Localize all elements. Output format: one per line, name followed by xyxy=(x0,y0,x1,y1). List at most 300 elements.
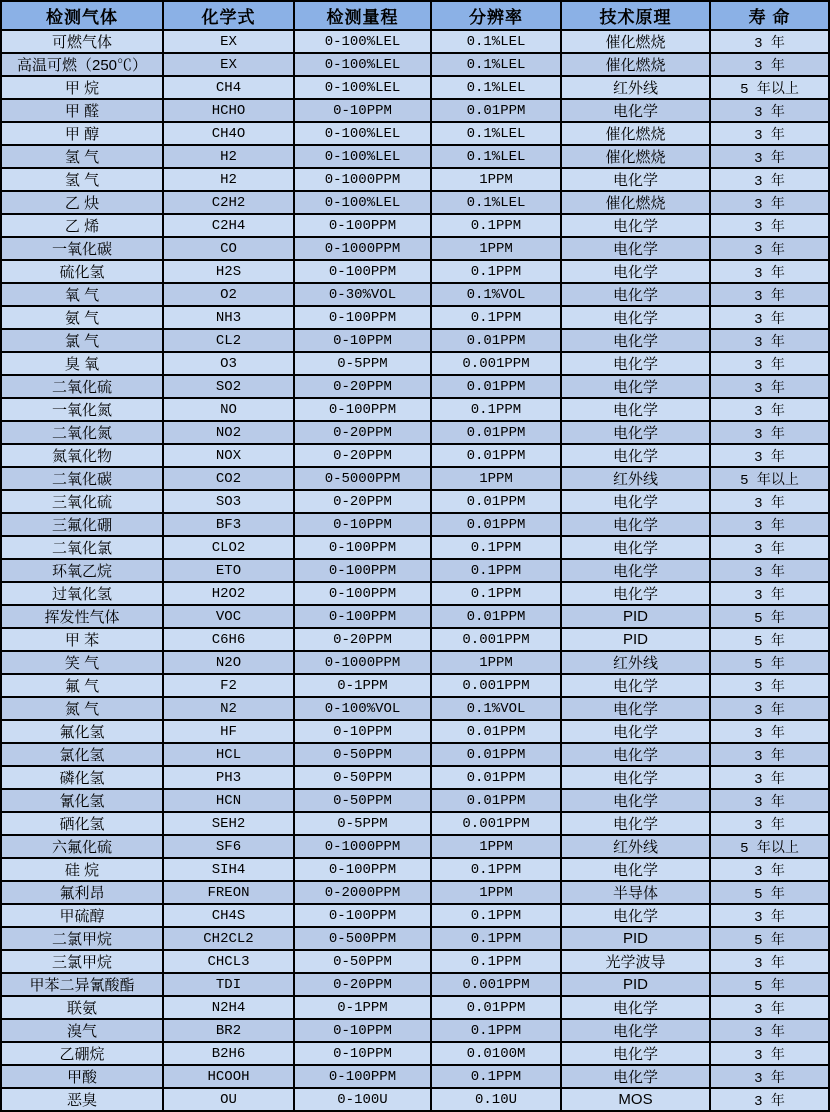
table-row xyxy=(1,835,829,858)
table-row xyxy=(1,904,829,927)
cell-lifespan: 3 年 xyxy=(710,950,829,973)
cell-chemical-formula: SO3 xyxy=(163,490,294,513)
cell-resolution: 0.01PPM xyxy=(431,490,561,513)
table-row xyxy=(1,651,829,674)
cell-gas-name: 氟化氢 xyxy=(1,720,163,743)
cell-chemical-formula: NH3 xyxy=(163,306,294,329)
cell-technical-principle: 红外线 xyxy=(561,76,710,99)
cell-lifespan: 3 年 xyxy=(710,904,829,927)
cell-technical-principle: 红外线 xyxy=(561,835,710,858)
cell-detection-range: 0-5PPM xyxy=(294,812,431,835)
cell-resolution: 0.1%LEL xyxy=(431,30,561,53)
cell-gas-name: 氨 气 xyxy=(1,306,163,329)
table-row xyxy=(1,53,829,76)
cell-detection-range: 0-100U xyxy=(294,1088,431,1111)
cell-gas-name: 溴气 xyxy=(1,1019,163,1042)
table-row xyxy=(1,76,829,99)
table-row xyxy=(1,1088,829,1111)
cell-detection-range: 0-100%LEL xyxy=(294,53,431,76)
table-row xyxy=(1,950,829,973)
cell-detection-range: 0-20PPM xyxy=(294,973,431,996)
cell-detection-range: 0-5PPM xyxy=(294,352,431,375)
cell-chemical-formula: N2O xyxy=(163,651,294,674)
cell-resolution: 0.1%VOL xyxy=(431,697,561,720)
cell-detection-range: 0-100PPM xyxy=(294,605,431,628)
cell-gas-name: 氰化氢 xyxy=(1,789,163,812)
header-gas-name: 检测气体 xyxy=(1,1,163,30)
table-row xyxy=(1,168,829,191)
cell-technical-principle: MOS xyxy=(561,1088,710,1111)
cell-technical-principle: 电化学 xyxy=(561,559,710,582)
table-row xyxy=(1,812,829,835)
table-row xyxy=(1,996,829,1019)
cell-technical-principle: 电化学 xyxy=(561,1042,710,1065)
cell-detection-range: 0-100PPM xyxy=(294,904,431,927)
table-row xyxy=(1,582,829,605)
cell-detection-range: 0-1000PPM xyxy=(294,237,431,260)
cell-gas-name: 高温可燃（250℃） xyxy=(1,53,163,76)
cell-lifespan: 5 年 xyxy=(710,927,829,950)
cell-technical-principle: 电化学 xyxy=(561,766,710,789)
cell-technical-principle: 红外线 xyxy=(561,467,710,490)
table-row xyxy=(1,352,829,375)
cell-gas-name: 二氧化硫 xyxy=(1,375,163,398)
cell-gas-name: 甲 烷 xyxy=(1,76,163,99)
cell-gas-name: 二氧化氯 xyxy=(1,536,163,559)
cell-detection-range: 0-100PPM xyxy=(294,306,431,329)
cell-lifespan: 3 年 xyxy=(710,490,829,513)
cell-lifespan: 3 年 xyxy=(710,398,829,421)
cell-chemical-formula: CH4 xyxy=(163,76,294,99)
cell-resolution: 0.1PPM xyxy=(431,927,561,950)
cell-technical-principle: 电化学 xyxy=(561,996,710,1019)
cell-lifespan: 3 年 xyxy=(710,1065,829,1088)
cell-technical-principle: 催化燃烧 xyxy=(561,122,710,145)
cell-lifespan: 3 年 xyxy=(710,789,829,812)
table-row xyxy=(1,398,829,421)
table-row xyxy=(1,306,829,329)
cell-detection-range: 0-30%VOL xyxy=(294,283,431,306)
cell-lifespan: 5 年以上 xyxy=(710,835,829,858)
table-row xyxy=(1,628,829,651)
cell-chemical-formula: VOC xyxy=(163,605,294,628)
cell-technical-principle: 红外线 xyxy=(561,651,710,674)
cell-technical-principle: PID xyxy=(561,605,710,628)
cell-technical-principle: 电化学 xyxy=(561,283,710,306)
cell-resolution: 0.1%LEL xyxy=(431,122,561,145)
cell-gas-name: 硅 烷 xyxy=(1,858,163,881)
cell-lifespan: 3 年 xyxy=(710,283,829,306)
cell-resolution: 1PPM xyxy=(431,168,561,191)
cell-detection-range: 0-100%LEL xyxy=(294,145,431,168)
header-lifespan: 寿 命 xyxy=(710,1,829,30)
cell-technical-principle: 电化学 xyxy=(561,582,710,605)
cell-gas-name: 可燃气体 xyxy=(1,30,163,53)
table-row xyxy=(1,927,829,950)
cell-lifespan: 5 年 xyxy=(710,605,829,628)
cell-technical-principle: 光学波导 xyxy=(561,950,710,973)
cell-lifespan: 3 年 xyxy=(710,421,829,444)
cell-lifespan: 3 年 xyxy=(710,214,829,237)
cell-resolution: 0.10U xyxy=(431,1088,561,1111)
cell-gas-name: 挥发性气体 xyxy=(1,605,163,628)
cell-chemical-formula: SEH2 xyxy=(163,812,294,835)
table-body xyxy=(1,30,829,1111)
cell-technical-principle: PID xyxy=(561,628,710,651)
cell-lifespan: 5 年 xyxy=(710,881,829,904)
cell-resolution: 0.1PPM xyxy=(431,536,561,559)
cell-chemical-formula: H2 xyxy=(163,168,294,191)
cell-technical-principle: 电化学 xyxy=(561,513,710,536)
cell-detection-range: 0-20PPM xyxy=(294,444,431,467)
table-row xyxy=(1,30,829,53)
cell-resolution: 0.1PPM xyxy=(431,214,561,237)
table-row xyxy=(1,122,829,145)
cell-technical-principle: 电化学 xyxy=(561,398,710,421)
cell-technical-principle: 电化学 xyxy=(561,260,710,283)
cell-resolution: 0.01PPM xyxy=(431,720,561,743)
cell-chemical-formula: CH4O xyxy=(163,122,294,145)
cell-gas-name: 氟 气 xyxy=(1,674,163,697)
cell-gas-name: 过氧化氢 xyxy=(1,582,163,605)
cell-lifespan: 3 年 xyxy=(710,306,829,329)
header-resolution: 分辨率 xyxy=(431,1,561,30)
cell-detection-range: 0-50PPM xyxy=(294,950,431,973)
cell-resolution: 0.1PPM xyxy=(431,306,561,329)
cell-resolution: 0.01PPM xyxy=(431,329,561,352)
cell-technical-principle: 电化学 xyxy=(561,421,710,444)
cell-resolution: 0.01PPM xyxy=(431,99,561,122)
cell-lifespan: 5 年 xyxy=(710,628,829,651)
cell-gas-name: 氟利昂 xyxy=(1,881,163,904)
header-row xyxy=(1,1,829,30)
cell-gas-name: 二氯甲烷 xyxy=(1,927,163,950)
table-row xyxy=(1,329,829,352)
cell-resolution: 1PPM xyxy=(431,237,561,260)
cell-gas-name: 乙 烯 xyxy=(1,214,163,237)
cell-chemical-formula: H2 xyxy=(163,145,294,168)
cell-resolution: 0.001PPM xyxy=(431,352,561,375)
cell-technical-principle: 电化学 xyxy=(561,536,710,559)
cell-technical-principle: 电化学 xyxy=(561,1065,710,1088)
cell-chemical-formula: EX xyxy=(163,30,294,53)
cell-chemical-formula: CH2CL2 xyxy=(163,927,294,950)
cell-chemical-formula: CH4S xyxy=(163,904,294,927)
cell-gas-name: 氮 气 xyxy=(1,697,163,720)
cell-lifespan: 5 年以上 xyxy=(710,76,829,99)
cell-lifespan: 3 年 xyxy=(710,812,829,835)
cell-resolution: 0.01PPM xyxy=(431,444,561,467)
cell-chemical-formula: NO2 xyxy=(163,421,294,444)
cell-detection-range: 0-10PPM xyxy=(294,1042,431,1065)
header-technical-principle: 技术原理 xyxy=(561,1,710,30)
cell-detection-range: 0-20PPM xyxy=(294,628,431,651)
cell-chemical-formula: HF xyxy=(163,720,294,743)
cell-detection-range: 0-100PPM xyxy=(294,858,431,881)
cell-chemical-formula: O2 xyxy=(163,283,294,306)
cell-lifespan: 3 年 xyxy=(710,858,829,881)
cell-gas-name: 氯 气 xyxy=(1,329,163,352)
cell-lifespan: 5 年 xyxy=(710,973,829,996)
table-row xyxy=(1,973,829,996)
cell-chemical-formula: H2S xyxy=(163,260,294,283)
cell-resolution: 0.1PPM xyxy=(431,950,561,973)
cell-detection-range: 0-100%LEL xyxy=(294,30,431,53)
cell-detection-range: 0-1PPM xyxy=(294,996,431,1019)
cell-technical-principle: 电化学 xyxy=(561,168,710,191)
cell-lifespan: 3 年 xyxy=(710,237,829,260)
cell-lifespan: 3 年 xyxy=(710,375,829,398)
table-row xyxy=(1,1042,829,1065)
cell-technical-principle: 电化学 xyxy=(561,674,710,697)
table-row xyxy=(1,214,829,237)
cell-chemical-formula: HCOOH xyxy=(163,1065,294,1088)
cell-gas-name: 硒化氢 xyxy=(1,812,163,835)
cell-lifespan: 3 年 xyxy=(710,743,829,766)
cell-chemical-formula: FREON xyxy=(163,881,294,904)
cell-lifespan: 5 年以上 xyxy=(710,467,829,490)
table-row xyxy=(1,490,829,513)
cell-chemical-formula: CO xyxy=(163,237,294,260)
cell-detection-range: 0-1000PPM xyxy=(294,651,431,674)
cell-chemical-formula: OU xyxy=(163,1088,294,1111)
cell-detection-range: 0-100PPM xyxy=(294,1065,431,1088)
cell-lifespan: 3 年 xyxy=(710,122,829,145)
cell-gas-name: 甲 苯 xyxy=(1,628,163,651)
cell-chemical-formula: CO2 xyxy=(163,467,294,490)
cell-chemical-formula: C2H2 xyxy=(163,191,294,214)
cell-gas-name: 环氧乙烷 xyxy=(1,559,163,582)
cell-resolution: 1PPM xyxy=(431,881,561,904)
cell-technical-principle: 电化学 xyxy=(561,858,710,881)
cell-technical-principle: 催化燃烧 xyxy=(561,53,710,76)
cell-technical-principle: 催化燃烧 xyxy=(561,191,710,214)
cell-technical-principle: 电化学 xyxy=(561,812,710,835)
cell-gas-name: 臭 氧 xyxy=(1,352,163,375)
cell-chemical-formula: F2 xyxy=(163,674,294,697)
table-row xyxy=(1,444,829,467)
cell-resolution: 0.1PPM xyxy=(431,1019,561,1042)
cell-chemical-formula: C6H6 xyxy=(163,628,294,651)
cell-gas-name: 氢 气 xyxy=(1,145,163,168)
cell-chemical-formula: HCHO xyxy=(163,99,294,122)
cell-lifespan: 3 年 xyxy=(710,444,829,467)
cell-lifespan: 3 年 xyxy=(710,53,829,76)
cell-gas-name: 甲酸 xyxy=(1,1065,163,1088)
table-row xyxy=(1,858,829,881)
cell-lifespan: 3 年 xyxy=(710,352,829,375)
cell-resolution: 0.1%LEL xyxy=(431,76,561,99)
cell-lifespan: 3 年 xyxy=(710,1042,829,1065)
cell-detection-range: 0-50PPM xyxy=(294,789,431,812)
cell-technical-principle: 电化学 xyxy=(561,720,710,743)
cell-technical-principle: 电化学 xyxy=(561,375,710,398)
cell-resolution: 0.1%LEL xyxy=(431,53,561,76)
cell-resolution: 1PPM xyxy=(431,467,561,490)
cell-detection-range: 0-100PPM xyxy=(294,559,431,582)
cell-resolution: 0.01PPM xyxy=(431,421,561,444)
cell-detection-range: 0-50PPM xyxy=(294,743,431,766)
cell-gas-name: 三氟化硼 xyxy=(1,513,163,536)
cell-lifespan: 3 年 xyxy=(710,996,829,1019)
cell-chemical-formula: CLO2 xyxy=(163,536,294,559)
table-row xyxy=(1,743,829,766)
cell-chemical-formula: SIH4 xyxy=(163,858,294,881)
cell-resolution: 0.1PPM xyxy=(431,398,561,421)
cell-resolution: 0.01PPM xyxy=(431,996,561,1019)
table-row xyxy=(1,674,829,697)
cell-resolution: 0.001PPM xyxy=(431,973,561,996)
cell-resolution: 0.1PPM xyxy=(431,904,561,927)
table-row xyxy=(1,720,829,743)
cell-lifespan: 5 年 xyxy=(710,651,829,674)
cell-gas-name: 二氧化碳 xyxy=(1,467,163,490)
cell-gas-name: 三氯甲烷 xyxy=(1,950,163,973)
cell-chemical-formula: SF6 xyxy=(163,835,294,858)
cell-gas-name: 二氧化氮 xyxy=(1,421,163,444)
cell-technical-principle: 电化学 xyxy=(561,214,710,237)
cell-detection-range: 0-1000PPM xyxy=(294,168,431,191)
cell-lifespan: 3 年 xyxy=(710,1019,829,1042)
cell-chemical-formula: CHCL3 xyxy=(163,950,294,973)
table-row xyxy=(1,766,829,789)
cell-chemical-formula: HCL xyxy=(163,743,294,766)
cell-detection-range: 0-100PPM xyxy=(294,260,431,283)
cell-chemical-formula: NOX xyxy=(163,444,294,467)
cell-chemical-formula: NO xyxy=(163,398,294,421)
cell-resolution: 1PPM xyxy=(431,651,561,674)
cell-gas-name: 氮氧化物 xyxy=(1,444,163,467)
cell-lifespan: 3 年 xyxy=(710,559,829,582)
cell-detection-range: 0-20PPM xyxy=(294,421,431,444)
cell-gas-name: 硫化氢 xyxy=(1,260,163,283)
cell-technical-principle: 电化学 xyxy=(561,99,710,122)
table-row xyxy=(1,559,829,582)
cell-lifespan: 3 年 xyxy=(710,766,829,789)
cell-detection-range: 0-10PPM xyxy=(294,99,431,122)
cell-technical-principle: 电化学 xyxy=(561,904,710,927)
cell-gas-name: 甲 醛 xyxy=(1,99,163,122)
table-row xyxy=(1,1065,829,1088)
cell-chemical-formula: O3 xyxy=(163,352,294,375)
cell-lifespan: 3 年 xyxy=(710,697,829,720)
table-row xyxy=(1,191,829,214)
table-row xyxy=(1,605,829,628)
table-row xyxy=(1,99,829,122)
table-row xyxy=(1,145,829,168)
cell-technical-principle: 电化学 xyxy=(561,1019,710,1042)
cell-lifespan: 3 年 xyxy=(710,260,829,283)
cell-chemical-formula: PH3 xyxy=(163,766,294,789)
cell-technical-principle: 电化学 xyxy=(561,444,710,467)
cell-detection-range: 0-100PPM xyxy=(294,536,431,559)
cell-detection-range: 0-100PPM xyxy=(294,398,431,421)
cell-detection-range: 0-20PPM xyxy=(294,375,431,398)
cell-chemical-formula: BF3 xyxy=(163,513,294,536)
cell-resolution: 0.01PPM xyxy=(431,789,561,812)
cell-gas-name: 乙硼烷 xyxy=(1,1042,163,1065)
cell-chemical-formula: B2H6 xyxy=(163,1042,294,1065)
cell-technical-principle: 电化学 xyxy=(561,490,710,513)
cell-resolution: 0.001PPM xyxy=(431,812,561,835)
header-chemical-formula: 化学式 xyxy=(163,1,294,30)
cell-chemical-formula: H2O2 xyxy=(163,582,294,605)
table-row xyxy=(1,260,829,283)
table-row xyxy=(1,237,829,260)
table-row xyxy=(1,536,829,559)
cell-resolution: 0.001PPM xyxy=(431,674,561,697)
cell-detection-range: 0-10PPM xyxy=(294,720,431,743)
cell-detection-range: 0-10PPM xyxy=(294,513,431,536)
cell-detection-range: 0-100PPM xyxy=(294,582,431,605)
cell-technical-principle: PID xyxy=(561,973,710,996)
cell-technical-principle: 电化学 xyxy=(561,697,710,720)
cell-resolution: 0.01PPM xyxy=(431,743,561,766)
cell-technical-principle: 电化学 xyxy=(561,237,710,260)
cell-technical-principle: 电化学 xyxy=(561,743,710,766)
cell-detection-range: 0-50PPM xyxy=(294,766,431,789)
cell-technical-principle: 电化学 xyxy=(561,352,710,375)
cell-resolution: 0.01PPM xyxy=(431,605,561,628)
cell-gas-name: 乙 炔 xyxy=(1,191,163,214)
cell-lifespan: 3 年 xyxy=(710,582,829,605)
table-row xyxy=(1,375,829,398)
cell-gas-name: 甲 醇 xyxy=(1,122,163,145)
cell-chemical-formula: HCN xyxy=(163,789,294,812)
cell-gas-name: 恶臭 xyxy=(1,1088,163,1111)
cell-resolution: 0.01PPM xyxy=(431,513,561,536)
cell-resolution: 0.1%LEL xyxy=(431,191,561,214)
cell-detection-range: 0-500PPM xyxy=(294,927,431,950)
cell-technical-principle: 催化燃烧 xyxy=(561,145,710,168)
cell-chemical-formula: N2H4 xyxy=(163,996,294,1019)
cell-gas-name: 甲苯二异氰酸酯 xyxy=(1,973,163,996)
cell-lifespan: 3 年 xyxy=(710,145,829,168)
cell-gas-name: 联氨 xyxy=(1,996,163,1019)
cell-lifespan: 3 年 xyxy=(710,536,829,559)
cell-detection-range: 0-100%VOL xyxy=(294,697,431,720)
cell-gas-name: 一氧化碳 xyxy=(1,237,163,260)
cell-resolution: 0.1%LEL xyxy=(431,145,561,168)
cell-detection-range: 0-20PPM xyxy=(294,490,431,513)
cell-resolution: 0.01PPM xyxy=(431,375,561,398)
header-detection-range: 检测量程 xyxy=(294,1,431,30)
cell-technical-principle: 催化燃烧 xyxy=(561,30,710,53)
cell-lifespan: 3 年 xyxy=(710,30,829,53)
cell-detection-range: 0-100%LEL xyxy=(294,122,431,145)
cell-chemical-formula: N2 xyxy=(163,697,294,720)
table-row xyxy=(1,513,829,536)
cell-chemical-formula: CL2 xyxy=(163,329,294,352)
cell-resolution: 1PPM xyxy=(431,835,561,858)
cell-gas-name: 氢 气 xyxy=(1,168,163,191)
cell-resolution: 0.0100M xyxy=(431,1042,561,1065)
cell-chemical-formula: TDI xyxy=(163,973,294,996)
cell-detection-range: 0-100PPM xyxy=(294,214,431,237)
cell-chemical-formula: C2H4 xyxy=(163,214,294,237)
table-header xyxy=(1,1,829,30)
cell-lifespan: 3 年 xyxy=(710,99,829,122)
cell-detection-range: 0-100%LEL xyxy=(294,191,431,214)
cell-resolution: 0.1%VOL xyxy=(431,283,561,306)
cell-chemical-formula: EX xyxy=(163,53,294,76)
cell-gas-name: 三氧化硫 xyxy=(1,490,163,513)
cell-resolution: 0.001PPM xyxy=(431,628,561,651)
cell-chemical-formula: ETO xyxy=(163,559,294,582)
cell-gas-name: 六氟化硫 xyxy=(1,835,163,858)
cell-lifespan: 3 年 xyxy=(710,1088,829,1111)
table-row xyxy=(1,789,829,812)
